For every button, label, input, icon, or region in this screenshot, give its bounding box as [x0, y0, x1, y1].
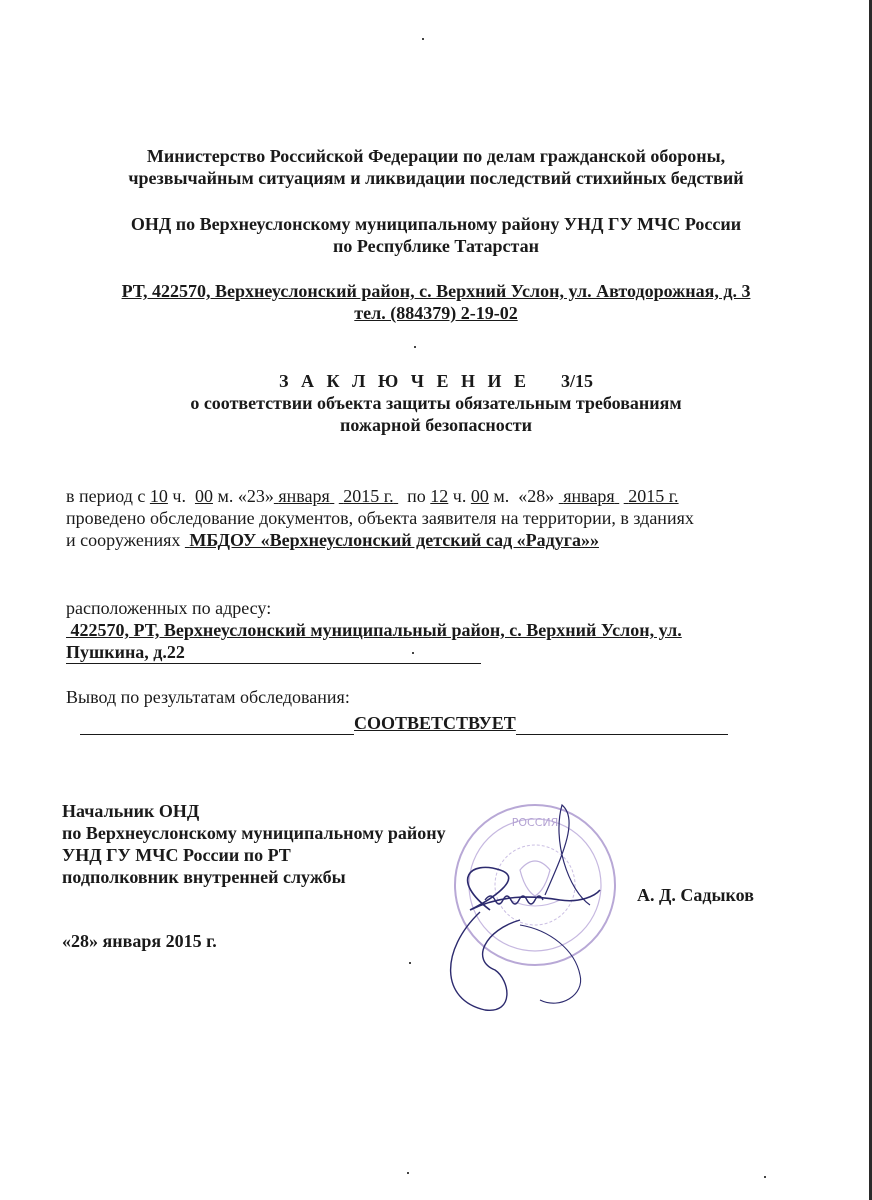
period-paragraph — [66, 485, 786, 551]
handwritten-signature — [430, 800, 610, 1020]
signatory-name: А. Д. Садыков — [637, 885, 754, 905]
title-word: З А К Л Ю Ч Е Н И Е — [279, 371, 530, 391]
title-subtitle-1: о соответствии объекта защиты обязательным требованиям — [190, 393, 682, 413]
period-to-hour-label: ч. — [452, 486, 467, 506]
period-from-hour: 10 — [149, 486, 168, 506]
period-hour-label: ч. — [172, 486, 186, 506]
object-name: МБДОУ «Верхнеуслонский детский сад «Радуга»» — [189, 530, 599, 550]
scan-speck — [764, 1176, 766, 1178]
position-line-1: Начальник ОНД — [62, 801, 200, 821]
position-line-4: подполковник внутренней службы — [62, 867, 346, 887]
conclusion-result: СООТВЕТСТВУЕТ — [354, 713, 516, 733]
period-to-hour: 12 — [430, 486, 449, 506]
location-label: расположенных по адресу: — [66, 598, 272, 618]
period-to-minute: 00 — [470, 486, 489, 506]
ministry-header — [0, 145, 872, 189]
scan-speck — [412, 652, 414, 654]
period-line-3-prefix: и сооружениях — [66, 530, 181, 550]
title-number: 3/15 — [560, 371, 593, 391]
period-to-word: по — [407, 486, 426, 506]
period-minute-label: м. — [217, 486, 234, 506]
ministry-line-1: Министерство Российской Федерации по делам гражданской обороны, — [146, 146, 726, 166]
position-line-2: по Верхнеуслонскому муниципальному району — [62, 823, 446, 843]
period-to-year: 2015 г. — [628, 486, 679, 506]
ministry-line-2: чрезвычайным ситуациям и ликвидации последствий стихийных бедствий — [128, 168, 744, 188]
period-to-month: января — [563, 486, 615, 506]
conclusion-label: Вывод по результатам обследования: — [66, 687, 350, 707]
address-line: РТ, 422570, Верхнеуслонский район, с. Верхний Услон, ул. Автодорожная, д. 3 — [121, 281, 751, 301]
period-from-month: января — [278, 486, 330, 506]
office-header — [0, 213, 872, 257]
stamp-text: РОССИЯ — [511, 816, 559, 829]
scan-speck — [409, 962, 411, 964]
period-line-2: проведено обследование документов, объекта заявителя на территории, в зданиях — [66, 508, 694, 528]
location-address-line-2: Пушкина, д.22 — [66, 642, 185, 662]
conclusion-block — [66, 686, 786, 735]
period-to-minute-label: м. — [493, 486, 510, 506]
office-address — [0, 280, 872, 324]
title-subtitle-2: пожарной безопасности — [339, 415, 533, 435]
phone-line: тел. (884379) 2-19-02 — [354, 303, 518, 323]
period-prefix: в период с — [66, 486, 146, 506]
signature-date: «28» января 2015 г. — [62, 931, 217, 951]
scan-speck — [422, 38, 424, 40]
office-line-2: по Республике Татарстан — [333, 236, 539, 256]
document-title — [0, 370, 872, 436]
period-from-minute: 00 — [194, 486, 213, 506]
scan-speck — [407, 1172, 409, 1174]
position-line-3: УНД ГУ МЧС России по РТ — [62, 845, 291, 865]
period-to-day: «28» — [518, 486, 555, 506]
period-from-year: 2015 г. — [343, 486, 394, 506]
scan-speck — [414, 346, 416, 348]
period-from-day: «23» — [237, 486, 274, 506]
location-block — [66, 597, 786, 664]
location-address-line-1: 422570, РТ, Верхнеуслонский муниципальный район, с. Верхний Услон, ул. — [70, 620, 682, 640]
office-line-1: ОНД по Верхнеуслонскому муниципальному району УНД ГУ МЧС России — [130, 214, 742, 234]
